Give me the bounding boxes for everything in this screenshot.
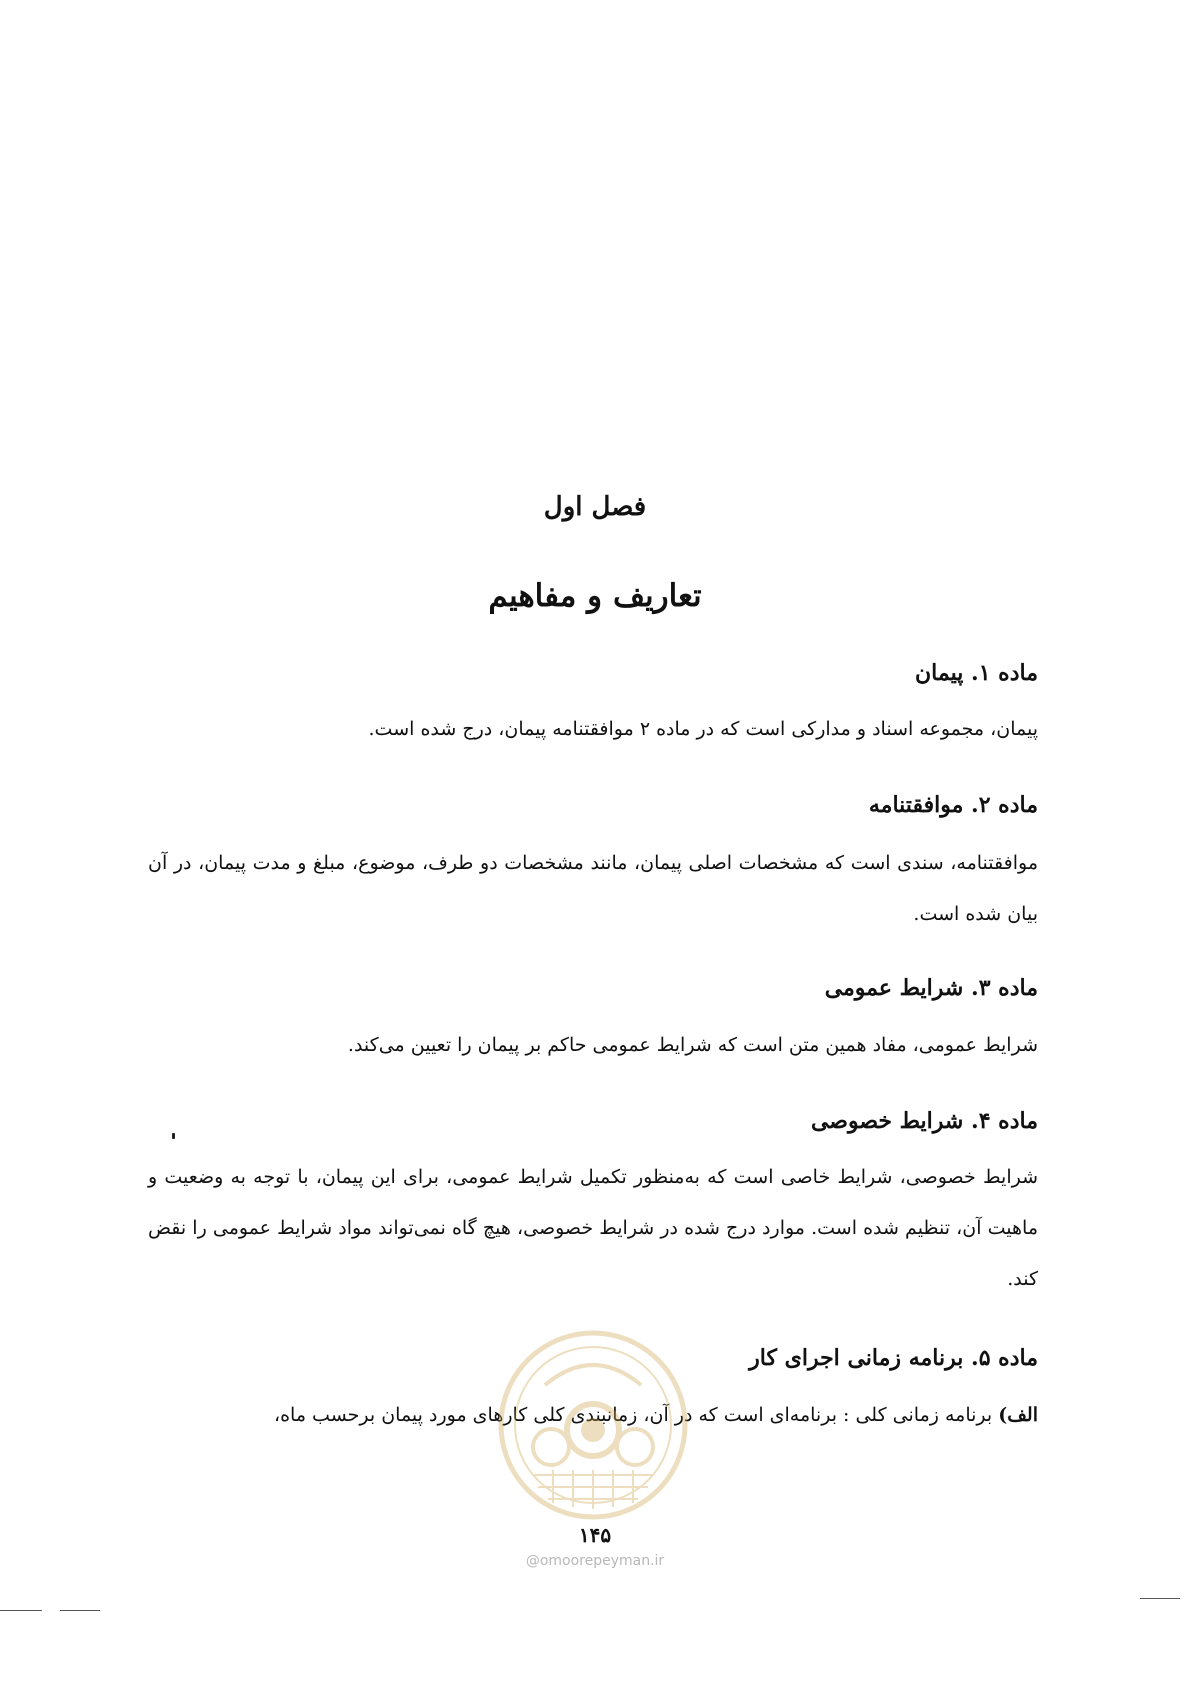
page-number: ۱۴۵ [578,1523,612,1547]
article-1-heading: ماده ۱. پیمان [915,660,1038,686]
article-3-heading: ماده ۳. شرایط عمومی [824,975,1038,1001]
item-label: الف) [998,1404,1038,1426]
item-text: برنامه زمانی کلی : برنامه‌ای است که در آن، زمانبندی کلی کارهای مورد پیمان برحسب ماه، [273,1404,993,1426]
article-2-body: موافقتنامه، سندی است که مشخصات اصلی پیمان، مانند مشخصات دو طرف، موضوع، مبلغ و مدت پیمان، در آن بیان شده است. [148,852,1038,925]
article-1-body: پیمان، مجموعه اسناد و مدارکی است که در ماده ۲ موافقتنامه پیمان، درج شده است. [368,718,1038,740]
scan-speck [172,1133,175,1139]
chapter-subtitle: تعاریف و مفاهیم [488,578,702,614]
article-2-heading: ماده ۲. موافقتنامه [868,792,1038,818]
scan-edge-mark-left-2 [60,1610,100,1611]
scan-edge-mark-right [1140,1598,1180,1599]
article-4-heading: ماده ۴. شرایط خصوصی [810,1108,1038,1134]
article-5-heading: ماده ۵. برنامه زمانی اجرای کار [749,1345,1038,1371]
chapter-title: فصل اول [543,492,647,522]
watermark-url: @omoorepeyman.ir [525,1553,665,1569]
watermark-seal-icon [493,1325,693,1525]
scan-edge-mark-left [0,1610,42,1611]
article-3-body: شرایط عمومی، مفاد همین متن است که شرایط عمومی حاکم بر پیمان را تعیین می‌کند. [347,1034,1038,1056]
article-4-body: شرایط خصوصی، شرایط خاصی است که به‌منظور تکمیل شرایط عمومی، برای این پیمان، با توجه به وضعیت و ماهیت آن، تنظیم شده است. موارد درج شده در شرایط خصوصی، هیچ گاه نمی‌تواند مواد شرایط عمومی را نقض کند. [148,1166,1038,1290]
